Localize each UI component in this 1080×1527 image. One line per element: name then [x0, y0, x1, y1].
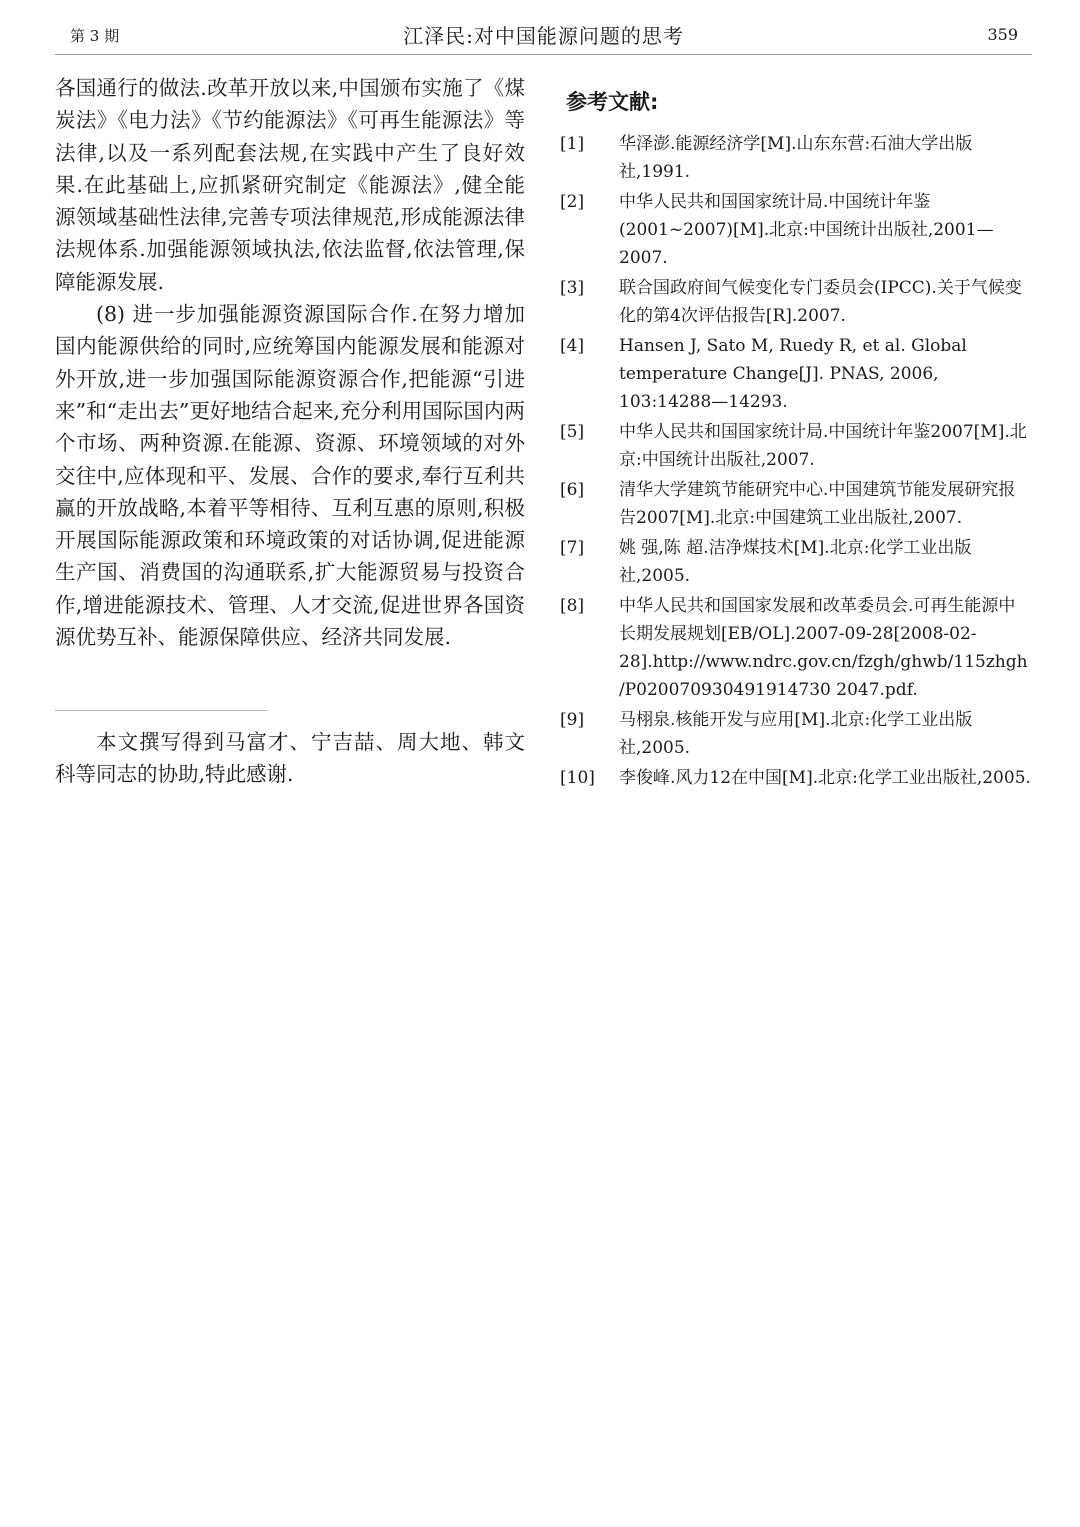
reference-text: 中华人民共和国国家统计局.中国统计年鉴2007[M].北京:中国统计出版社,2007.: [619, 422, 1027, 470]
reference-text: 清华大学建筑节能研究中心.中国建筑节能发展研究报告2007[M].北京:中国建筑工业出版社,2007.: [619, 480, 1016, 528]
acknowledgement: 本文撰写得到马富才、宁吉喆、周大地、韩文科等同志的协助,特此感谢.: [55, 730, 525, 786]
reference-item: [560, 592, 1032, 704]
reference-text: 马栩泉.核能开发与应用[M].北京:化学工业出版社,2005.: [619, 710, 973, 758]
reference-number: [8]: [560, 596, 585, 616]
reference-number: [9]: [560, 710, 585, 730]
reference-item: [560, 274, 1032, 330]
reference-item: [560, 476, 1032, 532]
reference-number: [6]: [560, 480, 585, 500]
references-section: [560, 86, 1032, 794]
reference-number: [10]: [560, 768, 595, 788]
reference-item: [560, 764, 1032, 792]
reference-item: [560, 706, 1032, 762]
reference-number: [5]: [560, 422, 585, 442]
references-heading: 参考文献:: [566, 90, 659, 114]
reference-number: [4]: [560, 336, 585, 356]
reference-item: [560, 418, 1032, 474]
reference-number: [3]: [560, 278, 585, 298]
reference-number: [7]: [560, 538, 585, 558]
body-column-left: [55, 72, 525, 653]
reference-text: 中华人民共和国国家发展和改革委员会.可再生能源中长期发展规划[EB/OL].2007-09-28[2008-02-28].http://www.ndrc.gov.cn/fzgh/ghwb/115zhgh/P020070930491914730 2047.pdf.: [619, 596, 1028, 700]
reference-number: [2]: [560, 192, 585, 212]
reference-number: [1]: [560, 134, 585, 154]
page-number: 359: [987, 25, 1018, 44]
body-paragraph: 各国通行的做法.改革开放以来,中国颁布实施了《煤炭法》《电力法》《节约能源法》《可再生能源法》等法律,以及一系列配套法规,在实践中产生了良好效果.在此基础上,应抓紧研究制定《能源法》,健全能源领域基础性法律,完善专项法律规范,形成能源法律法规体系.加强能源领域执法,依法监督,依法管理,保障能源发展.: [55, 76, 525, 294]
running-title: 江泽民:对中国能源问题的思考: [403, 24, 684, 48]
reference-item: [560, 534, 1032, 590]
reference-text: Hansen J, Sato M, Ruedy R, et al. Global temperature Change[J]. PNAS, 2006, 103:14288—14293.: [619, 336, 967, 412]
reference-text: 李俊峰.风力12在中国[M].北京:化学工业出版社,2005.: [619, 768, 1031, 788]
reference-item: [560, 188, 1032, 272]
reference-item: [560, 130, 1032, 186]
reference-text: 联合国政府间气候变化专门委员会(IPCC).关于气候变化的第4次评估报告[R].2007.: [619, 278, 1022, 326]
reference-text: 姚 强,陈 超.洁净煤技术[M].北京:化学工业出版社,2005.: [619, 538, 972, 586]
issue-number: 第 3 期: [70, 27, 120, 45]
reference-item: [560, 332, 1032, 416]
reference-list: [560, 130, 1032, 792]
reference-text: 华泽澎.能源经济学[M].山东东营:石油大学出版社,1991.: [619, 134, 973, 182]
running-header: [55, 18, 1032, 55]
footnote-divider: [55, 710, 267, 711]
reference-text: 中华人民共和国国家统计局.中国统计年鉴(2001~2007)[M].北京:中国统计出版社,2001—2007.: [619, 192, 994, 268]
body-paragraph: (8) 进一步加强能源资源国际合作.在努力增加国内能源供给的同时,应统筹国内能源发展和能源对外开放,进一步加强国际能源资源合作,把能源“引进来”和“走出去”更好地结合起来,充分利用国际国内两个市场、两种资源.在能源、资源、环境领域的对外交往中,应体现和平、发展、合作的要求,奉行互利共赢的开放战略,本着平等相待、互利互惠的原则,积极开展国际能源政策和环境政策的对话协调,促进能源生产国、消费国的沟通联系,扩大能源贸易与投资合作,增进能源技术、管理、人才交流,促进世界各国资源优势互补、能源保障供应、经济共同发展.: [55, 302, 525, 650]
